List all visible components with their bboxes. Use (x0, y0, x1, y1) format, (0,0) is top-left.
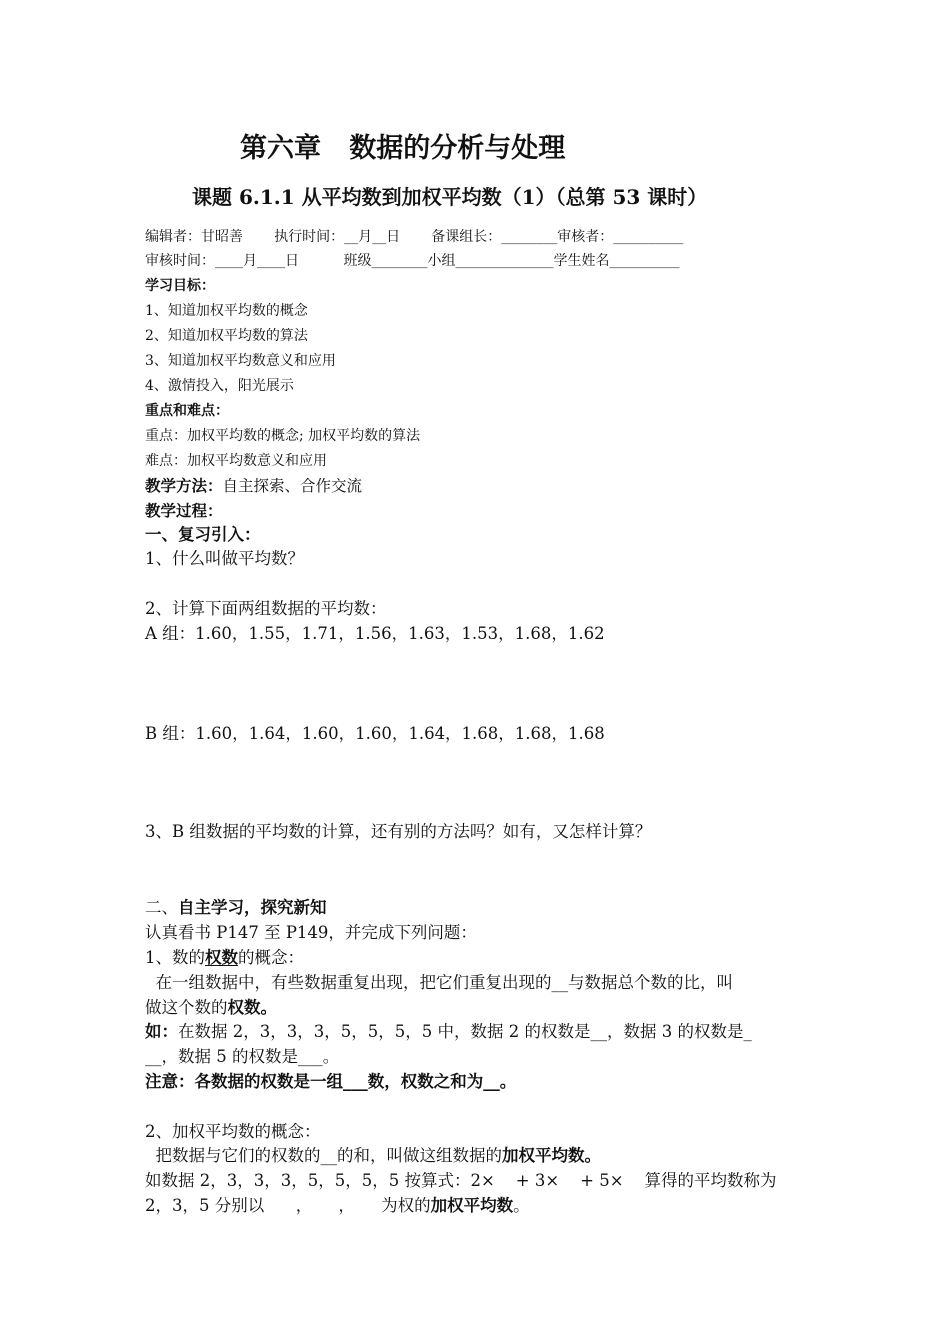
definition-text: 做这个数的 (145, 998, 228, 1017)
section2-heading (145, 900, 327, 917)
weight-concept-heading (145, 950, 304, 967)
weight-term: 权数 (205, 948, 238, 967)
wdef-term: 加权平均数。 (502, 1146, 601, 1165)
process-heading: 教学过程： (145, 501, 223, 520)
weight-definition-line-1: 在一组数据中，有些数据重复出现，把它们重复出现的__与数据总个数的比，叫 (145, 973, 733, 992)
group-b-data: B 组：1.60，1.64，1.60，1.60，1.64，1.68，1.68，1.68 (145, 724, 605, 743)
meta-line-1: 编辑者：甘昭善 执行时间：__月__日 备课组长：________审核者：__________ (145, 229, 684, 245)
example-line-1 (145, 1024, 752, 1041)
chapter-title: 第六章 数据的分析与处理 (240, 133, 566, 164)
question-2: 2、计算下面两组数据的平均数： (145, 599, 387, 618)
weight-definition-line-2 (145, 1000, 277, 1017)
example-text: 在数据 2，3，3，3，5，5，5，5 中，数据 2 的权数是__，数据 3 的权数是_ (178, 1022, 752, 1041)
method-text: 自主探索、合作交流 (222, 477, 363, 495)
key-point: 重点：加权平均数的概念; 加权平均数的算法 (145, 428, 421, 444)
weighted-mean-heading: 2、加权平均数的概念： (145, 1122, 321, 1141)
calc-line-1: 如数据 2，3，3，3，5，5，5，5 按算式：2× + 3× + 5× 算得的平均数称为 (145, 1171, 777, 1190)
example-line-2: __，数据 5 的权数是___。 (145, 1047, 340, 1066)
weighted-mean-definition (145, 1148, 601, 1165)
teaching-method (145, 478, 362, 495)
section2-title: 自主学习，探究新知 (178, 898, 327, 917)
keypoints-heading: 重点和难点： (145, 403, 229, 419)
question-3: 3、B 组数据的平均数的计算，还有别的方法吗？如有，又怎样计算？ (145, 822, 652, 841)
section2-intro: 认真看书 P147 至 P149，并完成下列问题： (145, 923, 477, 942)
goals-heading: 学习目标： (145, 278, 215, 294)
calc-end: 。 (513, 1196, 530, 1215)
goal-item: 3、知道加权平均数意义和应用 (145, 353, 336, 369)
group-a-data: A 组：1.60，1.55，1.71，1.56，1.63，1.53，1.68，1.62 (145, 624, 605, 643)
section1-heading: 一、复习引入： (145, 525, 261, 544)
calc-term: 加权平均数 (430, 1196, 514, 1215)
lesson-title: 课题 6.1.1 从平均数到加权平均数（1）（总第 53 课时） (192, 185, 708, 209)
question-1: 1、什么叫做平均数？ (145, 549, 304, 568)
goal-item: 2、知道加权平均数的算法 (145, 328, 308, 344)
meta-line-2: 审核时间：____月____日 班级________小组______________学生姓名__________ (145, 253, 680, 269)
goal-item: 4、激情投入，阳光展示 (145, 378, 294, 394)
calc-text: 2，3，5 分别以 ， ， 为权的 (145, 1196, 431, 1215)
definition-term: 权数。 (227, 998, 277, 1017)
example-label: 如： (145, 1022, 178, 1041)
calc-line-2 (145, 1198, 530, 1215)
weight-concept-prefix: 1、数的 (145, 948, 205, 967)
section2-prefix: 二、 (145, 898, 178, 917)
wdef-text: 把数据与它们的权数的__的和，叫做这组数据的 (145, 1146, 502, 1165)
method-label: 教学方法： (145, 476, 223, 495)
note-line: 注意：各数据的权数是一组___数，权数之和为__。 (145, 1072, 517, 1091)
goal-item: 1、知道加权平均数的概念 (145, 303, 308, 319)
difficult-point: 难点：加权平均数意义和应用 (145, 453, 327, 469)
weight-concept-suffix: 的概念： (238, 948, 304, 967)
